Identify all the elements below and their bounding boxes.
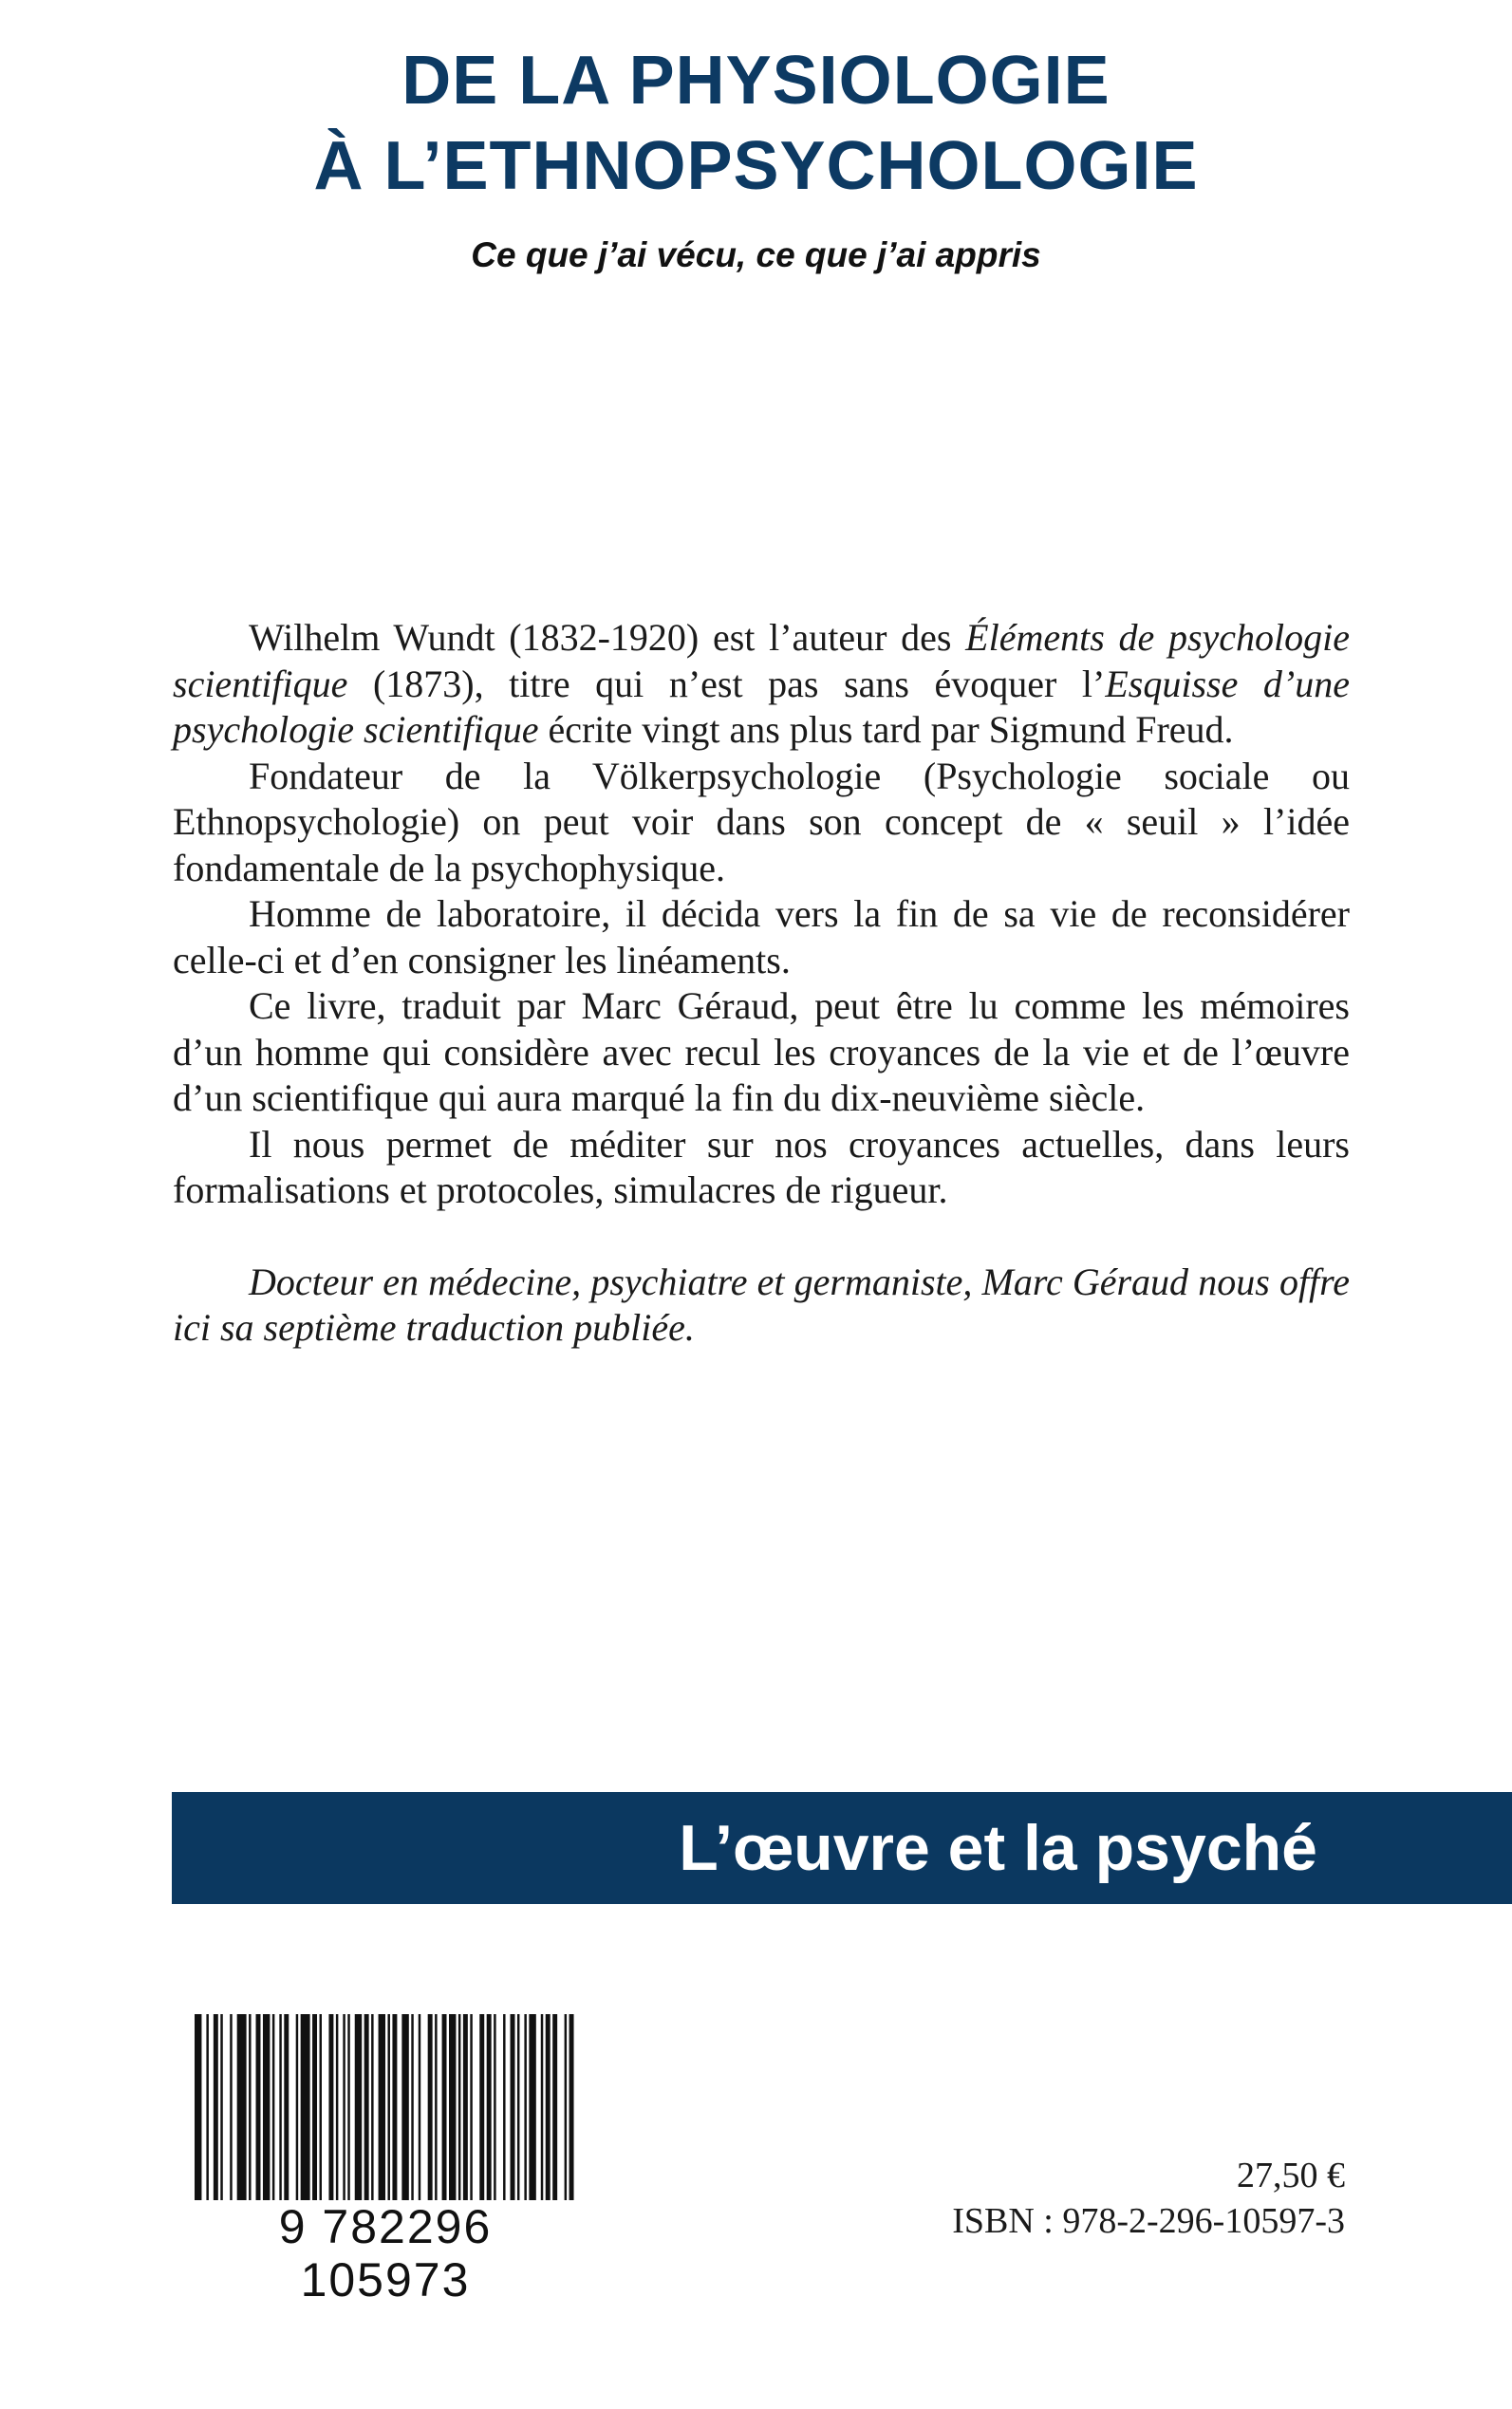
barcode-bar: [565, 2014, 567, 2223]
barcode-bar: [237, 2014, 247, 2200]
barcode: [195, 2014, 576, 2223]
barcode-bar: [206, 2014, 208, 2223]
barcode-bar: [387, 2014, 389, 2223]
barcode-bar: [552, 2014, 557, 2200]
collection-name: L’œuvre et la psyché: [679, 1812, 1317, 1884]
barcode-bar: [343, 2014, 345, 2200]
barcode-bar: [296, 2014, 298, 2200]
barcode-bar: [301, 2014, 310, 2200]
barcode-bar: [449, 2014, 456, 2200]
barcode-bar: [479, 2014, 484, 2200]
title-line-2: À L’ETHNOPSYCHOLOGIE: [313, 128, 1199, 204]
barcode-bar: [320, 2014, 322, 2200]
barcode-bar: [371, 2014, 373, 2200]
barcode-bar: [284, 2014, 289, 2200]
paragraph-2: Fondateur de la Völkerpsychologie (Psychologie sociale ou Ethnopsychologie) on peut voir dans son concept de « seuil » l’idée fondamentale de la psychophysique.: [173, 754, 1350, 889]
barcode-bar: [279, 2014, 281, 2200]
paragraph-1: Wilhelm Wundt (1832-1920) est l’auteur des Éléments de psychologie scientifique (1873), titre qui n’est pas sans évoquer l’Esquisse d’une psychologie scientifique écrite vingt ans plus tard par Sigmund Freud.: [173, 616, 1351, 751]
paragraph-4: Ce livre, traduit par Marc Géraud, peut être lu comme les mémoires d’un homme qui considère avec recul les croyances de la vie et de l’œuvre d’un scientifique qui aura marqué la fin du dix-neuvième siècle.: [173, 984, 1350, 1119]
barcode-bar: [379, 2014, 385, 2200]
title-line-1: DE LA PHYSIOLOGIE: [401, 43, 1111, 119]
barcode-bar: [458, 2014, 460, 2200]
barcode-bar: [419, 2014, 420, 2200]
isbn: ISBN : 978-2-296-10597-3: [952, 2201, 1345, 2241]
paragraph-3: Homme de laboratoire, il décida vers la fin de sa vie de reconsidérer celle-ci et d’en consigner les linéaments.: [173, 892, 1350, 981]
barcode-bar: [487, 2014, 492, 2200]
barcode-bar: [347, 2014, 349, 2200]
book-subtitle: Ce que j’ai vécu, ce que j’ai appris: [471, 235, 1041, 274]
barcode-bar: [214, 2014, 218, 2200]
paragraph-5: Il nous permet de méditer sur nos croyances actuelles, dans leurs formalisations et protocoles, simulacres de rigueur.: [173, 1122, 1350, 1211]
barcode-bar: [392, 2014, 397, 2223]
barcode-bar: [230, 2014, 232, 2200]
barcode-bar: [195, 2014, 201, 2223]
barcode-bar: [355, 2014, 362, 2200]
barcode-bar: [336, 2014, 338, 2200]
barcode-bar: [401, 2014, 408, 2200]
barcode-bar: [435, 2014, 437, 2200]
barcode-bar: [463, 2014, 468, 2200]
barcode-digits: 9 782296 105973: [195, 2200, 576, 2306]
barcode-bar: [249, 2014, 251, 2200]
barcode-bar: [364, 2014, 369, 2200]
barcode-bar: [541, 2014, 543, 2200]
barcode-bar: [312, 2014, 317, 2200]
barcode-bar: [220, 2014, 222, 2200]
barcode-bar: [529, 2014, 535, 2200]
barcode-bar: [470, 2014, 472, 2200]
barcode-bar: [503, 2014, 505, 2200]
back-cover-text: [173, 615, 1350, 1352]
barcode-bar: [411, 2014, 413, 2200]
barcode-bar: [511, 2014, 515, 2200]
book-title: [0, 38, 1512, 209]
price: 27,50 €: [1237, 2156, 1345, 2195]
barcode-bar: [524, 2014, 526, 2200]
barcode-bar: [442, 2014, 447, 2200]
barcode-bar: [546, 2014, 551, 2200]
barcode-bar: [328, 2014, 333, 2200]
barcode-bar: [256, 2014, 261, 2200]
barcode-bar: [569, 2014, 574, 2223]
translator-note: Docteur en médecine, psychiatre et germaniste, Marc Géraud nous offre ici sa septième traduction publiée.: [173, 1260, 1350, 1349]
collection-band: [172, 1792, 1512, 1904]
barcode-bar: [428, 2014, 433, 2200]
barcode-bar: [494, 2014, 495, 2200]
barcode-bar: [517, 2014, 519, 2200]
barcode-bar: [263, 2014, 270, 2200]
barcode-bar: [272, 2014, 274, 2200]
